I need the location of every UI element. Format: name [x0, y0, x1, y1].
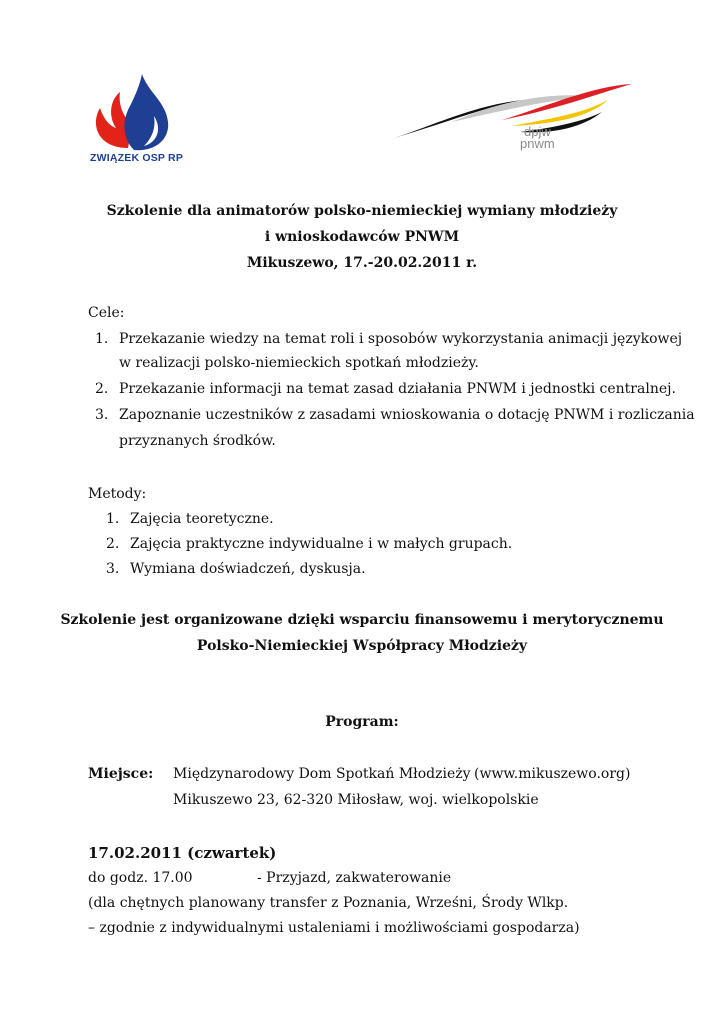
cele-heading: Cele:: [88, 305, 125, 321]
dpjw-text: dpjw: [524, 124, 551, 139]
day1-activity: - Przyjazd, zakwaterowanie: [257, 870, 452, 886]
metody-item-1-text: Zajęcia teoretyczne.: [130, 511, 274, 527]
title-line-1: Szkolenie dla animatorów polsko-niemieckiej wymiany młodzieży: [106, 203, 618, 219]
cele-item-1-number: 1.: [95, 331, 109, 347]
metody-item-1-number: 1.: [106, 511, 120, 527]
pnwm-logo: [392, 78, 637, 160]
cele-item-1-line-2: w realizacji polsko-niemieckich spotkań młodzieży.: [119, 355, 479, 371]
day1-time: do godz. 17.00: [88, 870, 193, 886]
cele-item-3-line-1: Zapoznanie uczestników z zasadami wnioskowania o dotację PNWM i rozliczania: [119, 407, 695, 423]
metody-item-3-number: 3.: [106, 561, 120, 577]
day1-date: 17.02.2011 (czwartek): [88, 844, 277, 862]
cele-item-1-line-1: Przekazanie wiedzy na temat roli i sposobów wykorzystania animacji językowej: [119, 331, 683, 347]
day1-note-2: – zgodnie z indywidualnymi ustaleniami i możliwościami gospodarza): [88, 920, 580, 936]
cele-item-2-number: 2.: [95, 381, 109, 397]
cele-item-2-line-1: Przekazanie informacji na temat zasad działania PNWM i jednostki centralnej.: [119, 381, 676, 397]
osp-logo-text: ZWIĄZEK OSP RP: [90, 152, 184, 164]
place-label: Miejsce:: [88, 766, 154, 782]
flag-swoosh-icon: [392, 78, 637, 160]
metody-item-3-text: Wymiana doświadczeń, dyskusja.: [130, 561, 366, 577]
pnwm-text: pnwm: [520, 136, 555, 151]
place-url: (www.mikuszewo.org): [474, 766, 631, 782]
metody-item-2-number: 2.: [106, 536, 120, 552]
metody-heading: Metody:: [88, 486, 147, 502]
program-heading: Program:: [325, 714, 399, 730]
cele-item-3-number: 3.: [95, 407, 109, 423]
sponsor-line-2: Polsko-Niemieckiej Współpracy Młodzieży: [196, 638, 528, 654]
place-name: Międzynarodowy Dom Spotkań Młodzieży: [173, 766, 471, 782]
osp-flame-icon: [88, 70, 198, 152]
osp-logo: [88, 70, 198, 168]
day1-note-1: (dla chętnych planowany transfer z Poznania, Wrześni, Środy Wlkp.: [88, 895, 569, 911]
cele-item-3-line-2: przyznanych środków.: [119, 433, 276, 449]
title-line-3: Mikuszewo, 17.-20.02.2011 r.: [246, 255, 478, 271]
sponsor-line-1: Szkolenie jest organizowane dzięki wsparciu finansowemu i merytorycznemu: [60, 612, 664, 628]
metody-item-2-text: Zajęcia praktyczne indywidualne i w małych grupach.: [130, 536, 513, 552]
title-line-2: i wnioskodawców PNWM: [264, 229, 460, 245]
place-address: Mikuszewo 23, 62-320 Miłosław, woj. wielkopolskie: [173, 792, 539, 808]
